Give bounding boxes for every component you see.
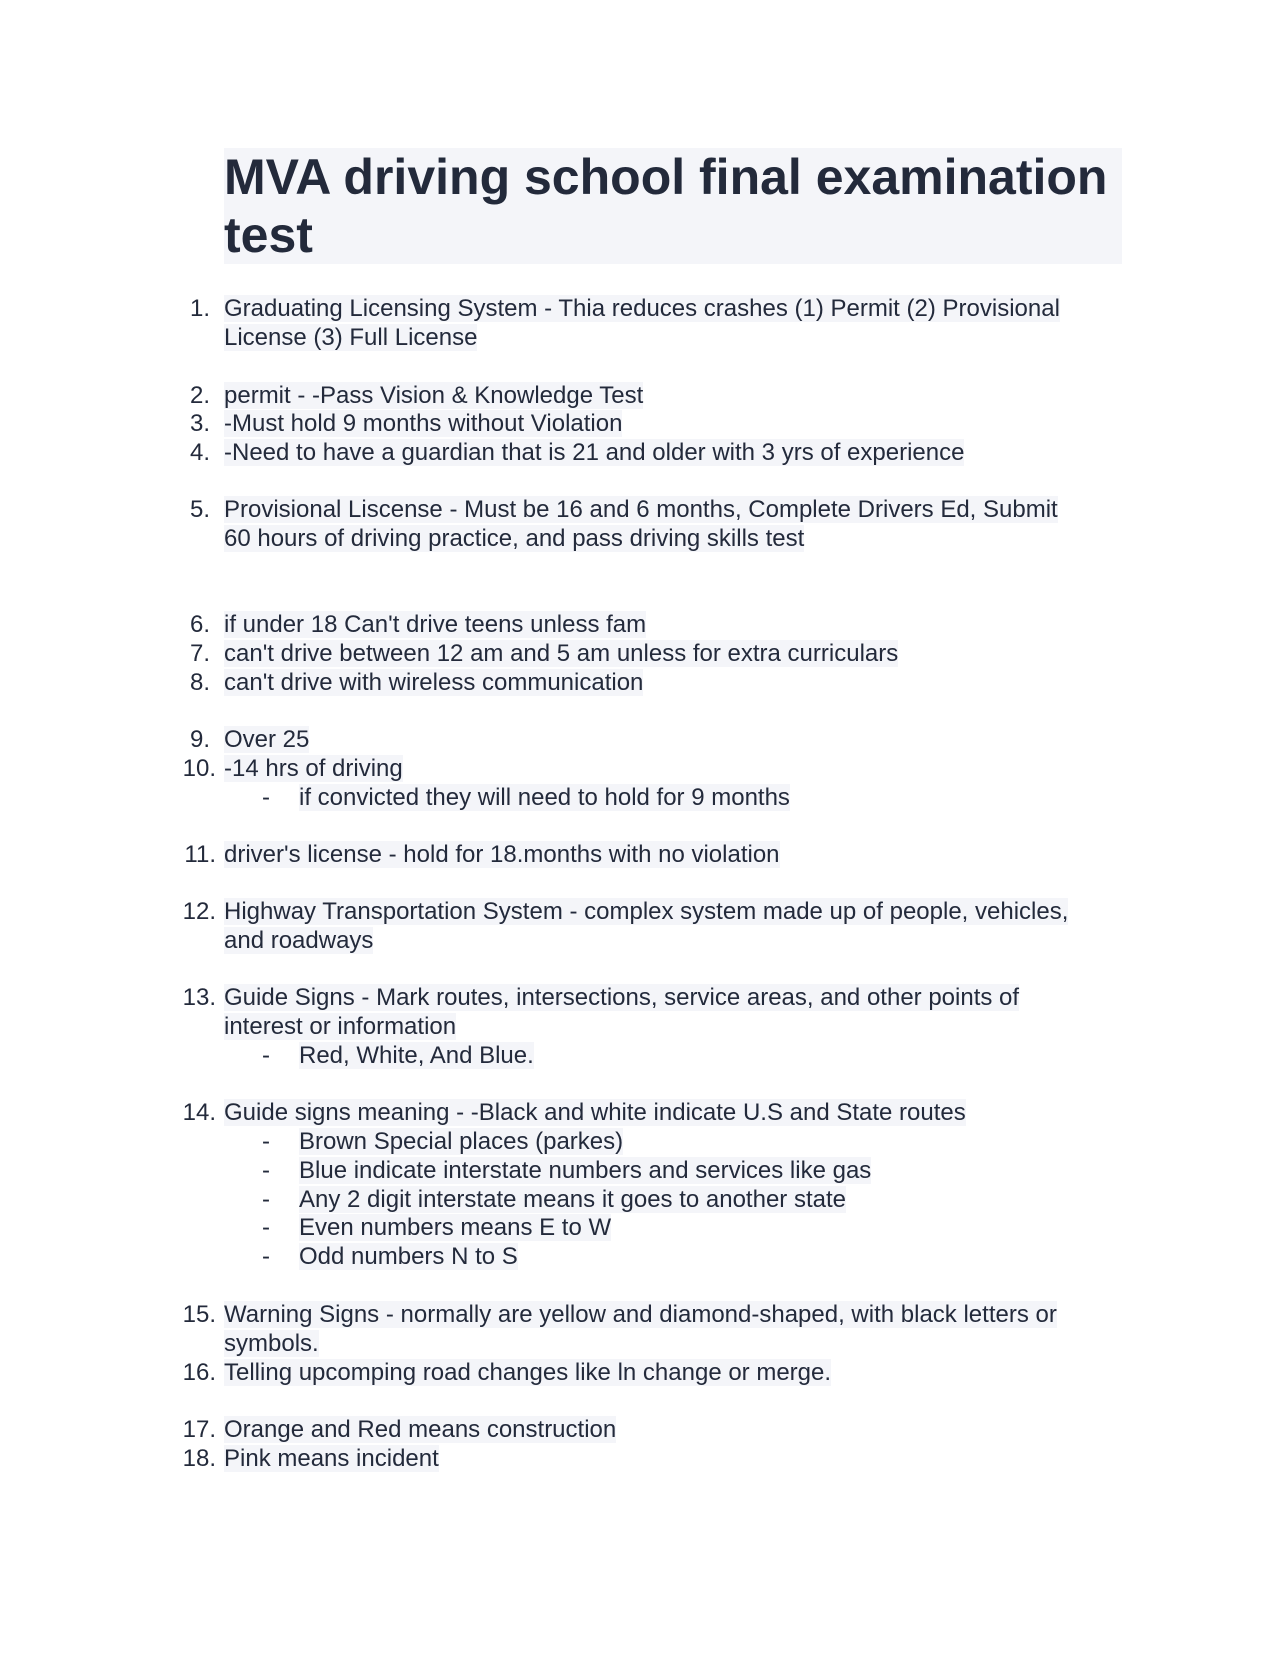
list-item-18: Pink means incident <box>224 1445 439 1472</box>
list-item-13-line-2: interest or information <box>224 1013 457 1040</box>
list-item-5-line-2: 60 hours of driving practice, and pass driving skills test <box>224 525 805 552</box>
list-item-14-sub-4: Even numbers means E to W <box>299 1214 612 1241</box>
list-item-14-sub-2: Blue indicate interstate numbers and services like gas <box>299 1157 872 1184</box>
bullet-dash: - <box>262 1042 270 1069</box>
list-item-12-line-2: and roadways <box>224 927 374 954</box>
list-number: 17. <box>182 1416 216 1443</box>
list-number: 6. <box>189 611 210 638</box>
list-number: 12. <box>182 898 216 925</box>
list-item-14-sub-5: Odd numbers N to S <box>299 1243 518 1270</box>
bullet-dash: - <box>262 1243 270 1270</box>
list-item-15-line-1: Warning Signs - normally are yellow and diamond-shaped, with black letters or <box>224 1301 1057 1328</box>
list-item-14-sub-1: Brown Special places (parkes) <box>299 1128 624 1155</box>
bullet-dash: - <box>262 1186 270 1213</box>
list-item-15-line-2: symbols. <box>224 1330 319 1357</box>
list-number: 11. <box>184 841 216 868</box>
list-item-14-sub-3: Any 2 digit interstate means it goes to another state <box>299 1186 846 1213</box>
list-item-16: Telling upcomping road changes like ln change or merge. <box>224 1359 832 1386</box>
list-item-14: Guide signs meaning - -Black and white indicate U.S and State routes <box>224 1099 966 1126</box>
list-number: 10. <box>182 755 216 782</box>
list-item-17: Orange and Red means construction <box>224 1416 617 1443</box>
list-number: 15. <box>182 1301 216 1328</box>
bullet-dash: - <box>262 1128 270 1155</box>
bullet-dash: - <box>262 1214 270 1241</box>
list-item-10-sub-1: if convicted they will need to hold for 9 months <box>299 784 790 811</box>
list-item-6: if under 18 Can't drive teens unless fam <box>224 611 647 638</box>
list-number: 2. <box>189 382 210 409</box>
list-number: 8. <box>189 669 210 696</box>
list-number: 16. <box>182 1359 216 1386</box>
list-number: 9. <box>189 726 210 753</box>
list-item-3: -Must hold 9 months without Violation <box>224 410 623 437</box>
list-number: 18. <box>182 1445 216 1472</box>
list-item-4: -Need to have a guardian that is 21 and older with 3 yrs of experience <box>224 439 965 466</box>
list-item-12-line-1: Highway Transportation System - complex system made up of people, vehicles, <box>224 898 1069 925</box>
bullet-dash: - <box>262 1157 270 1184</box>
list-number: 14. <box>182 1099 216 1126</box>
title-line-1: MVA driving school final examination <box>224 149 1108 205</box>
list-item-13-line-1: Guide Signs - Mark routes, intersections, service areas, and other points of <box>224 984 1020 1011</box>
list-number: 1. <box>189 295 210 322</box>
list-item-2: permit - -Pass Vision & Knowledge Test <box>224 382 644 409</box>
list-item-1-line-1: Graduating Licensing System - Thia reduces crashes (1) Permit (2) Provisional <box>224 295 1060 322</box>
bullet-dash: - <box>262 784 270 811</box>
list-item-7: can't drive between 12 am and 5 am unless for extra curriculars <box>224 640 899 667</box>
list-item-5-line-1: Provisional Liscense - Must be 16 and 6 months, Complete Drivers Ed, Submit <box>224 496 1058 523</box>
list-item-10: -14 hrs of driving <box>224 755 403 782</box>
list-number: 5. <box>189 496 210 523</box>
document-title <box>224 148 1122 264</box>
list-item-11: driver's license - hold for 18.months with no violation <box>224 841 780 868</box>
list-number: 3. <box>189 410 210 437</box>
list-number: 4. <box>189 439 210 466</box>
list-item-8: can't drive with wireless communication <box>224 669 644 696</box>
title-line-2: test <box>224 207 313 263</box>
list-item-9: Over 25 <box>224 726 310 753</box>
list-number: 13. <box>182 984 216 1011</box>
list-item-13-sub-1: Red, White, And Blue. <box>299 1042 534 1069</box>
list-item-1-line-2: License (3) Full License <box>224 324 478 351</box>
list-number: 7. <box>189 640 210 667</box>
